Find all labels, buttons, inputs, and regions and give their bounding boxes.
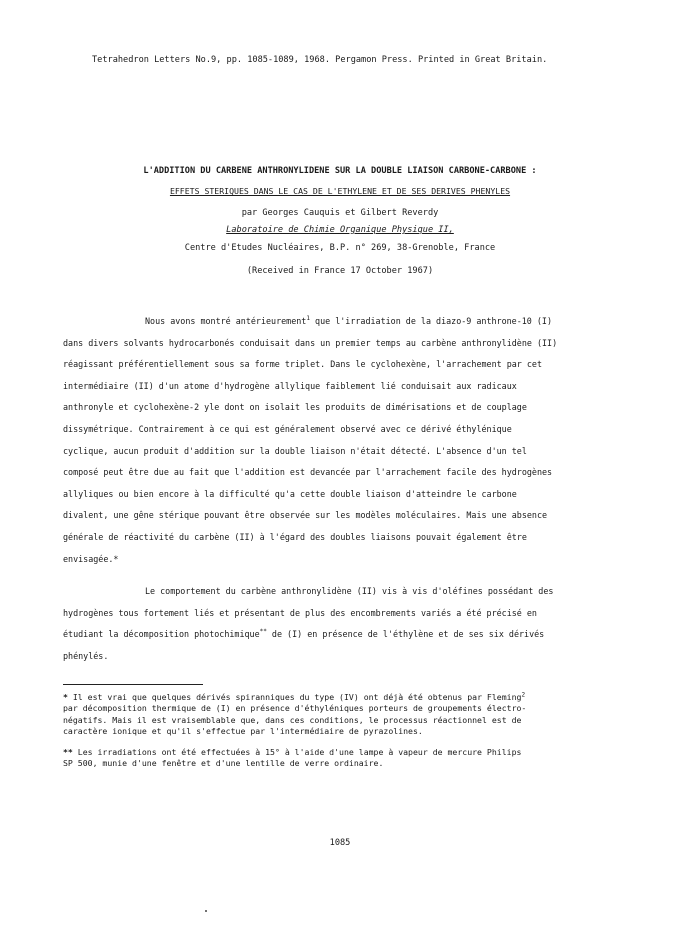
paragraph-line: phénylés.: [63, 650, 109, 661]
footnote-line: négatifs. Mais il est vraisemblable que, dans ces conditions, le processus réactionnel est de: [63, 714, 522, 725]
footnote-1: [63, 692, 603, 737]
footnote-line: SP 500, munie d'une fenêtre et d'une lentille de verre ordinaire.: [63, 758, 384, 769]
paragraph-line: divalent, une gêne stérique pouvant être observée sur les modèles moléculaires. Mais une absence: [63, 510, 548, 521]
paragraph-line: hydrogènes tous fortement liés et présentant de plus des encombrements variés a été précisé en: [63, 607, 537, 618]
paragraph-line: générale de réactivité du carbène (II) à l'égard des doubles liaisons pouvait également être: [63, 531, 527, 542]
text-run: Les irradiations ont été effectuées à 15° à l'aide d'une lampe à vapeur de mercure Philips: [72, 747, 522, 757]
paragraph-line: envisagée.*: [63, 553, 119, 564]
paragraph-line: cyclique, aucun produit d'addition sur la double liaison n'était détecté. L'absence d'un tel: [63, 445, 527, 456]
paragraph-line: intermédiaire (II) d'un atome d'hydrogène allylique faiblement lié conduisait aux radicaux: [63, 380, 517, 391]
paragraph-1: [63, 311, 603, 570]
paragraph-line: réagissant préférentiellement sous sa forme triplet. Dans le cyclohexène, l'arrachement par cet: [63, 359, 543, 370]
scan-speck: [205, 910, 207, 912]
authors: par Georges Cauquis et Gilbert Reverdy: [241, 208, 439, 218]
paragraph-line: [63, 311, 603, 333]
article-title-line1: L'ADDITION DU CARBENE ANTHRONYLIDENE SUR LA DOUBLE LIAISON CARBONE-CARBONE :: [143, 166, 537, 176]
paragraph-line: dissymétrique. Contrairement à ce qui est généralement observé avec ce dérivé éthylénique: [63, 423, 512, 434]
footnote-2: [63, 747, 603, 770]
text-run: étudiant la décomposition photochimique: [63, 629, 260, 640]
received-date: (Received in France 17 October 1967): [246, 266, 434, 276]
footnote-line: [63, 747, 603, 758]
paragraph-2: [63, 581, 603, 667]
paragraph-line: dans divers solvants hydrocarbonés conduisait dans un premier temps au carbène anthronylidène (II): [63, 337, 558, 348]
article-title-line2: EFFETS STERIQUES DANS LE CAS DE L'ETHYLENE ET DE SES DERIVES PHENYLES: [169, 186, 511, 196]
text-run: que l'irradiation de la diazo-9 anthrone-10 (I): [309, 316, 553, 326]
text-run: Nous avons montré antérieurement: [145, 316, 307, 326]
footnote-line: [63, 692, 603, 703]
paragraph-line: [63, 624, 603, 646]
journal-citation-header: Tetrahedron Letters No.9, pp. 1085-1089, 1968. Pergamon Press. Printed in Great Britain.: [92, 55, 548, 65]
footnote-divider: [63, 684, 203, 685]
reference-superscript: 1: [306, 315, 310, 323]
paragraph-line: allyliques ou bien encore à la difficulté qu'a cette double liaison d'atteindre le carbone: [63, 488, 517, 499]
text-run: Il est vrai que quelques dérivés spiranniques du type (IV) ont déjà été obtenus par Fleming: [67, 692, 522, 702]
footnote-marker: **: [63, 747, 73, 757]
text-run: de (I) en présence de l'éthylène et de ses six dérivés: [266, 629, 545, 640]
paragraph-line: composé peut être due au fait que l'addition est devancée par l'arrachement facile des hydrogènes: [63, 467, 553, 478]
address: Centre d'Etudes Nucléaires, B.P. n° 269, 38-Grenoble, France: [184, 243, 496, 253]
footnote-line: par décomposition thermique de (I) en présence d'éthyléniques porteurs de groupements électro-: [63, 703, 527, 714]
page-number: 1085: [329, 838, 351, 848]
footnote-marker: **: [259, 628, 267, 636]
footnote-marker: *: [63, 692, 68, 702]
paragraph-line: anthronyle et cyclohexène-2 yle dont on isolait les produits de dimérisations et de couplage: [63, 402, 527, 413]
reference-superscript: 2: [521, 691, 526, 699]
laboratory: Laboratoire de Chimie Organique Physique II,: [226, 225, 454, 235]
paragraph-line: Le comportement du carbène anthronylidène (II) vis à vis d'oléfines possédant des: [145, 586, 554, 596]
footnote-line: caractère ionique et qu'il s'effectue par l'intermédiaire de pyrazolines.: [63, 725, 423, 736]
